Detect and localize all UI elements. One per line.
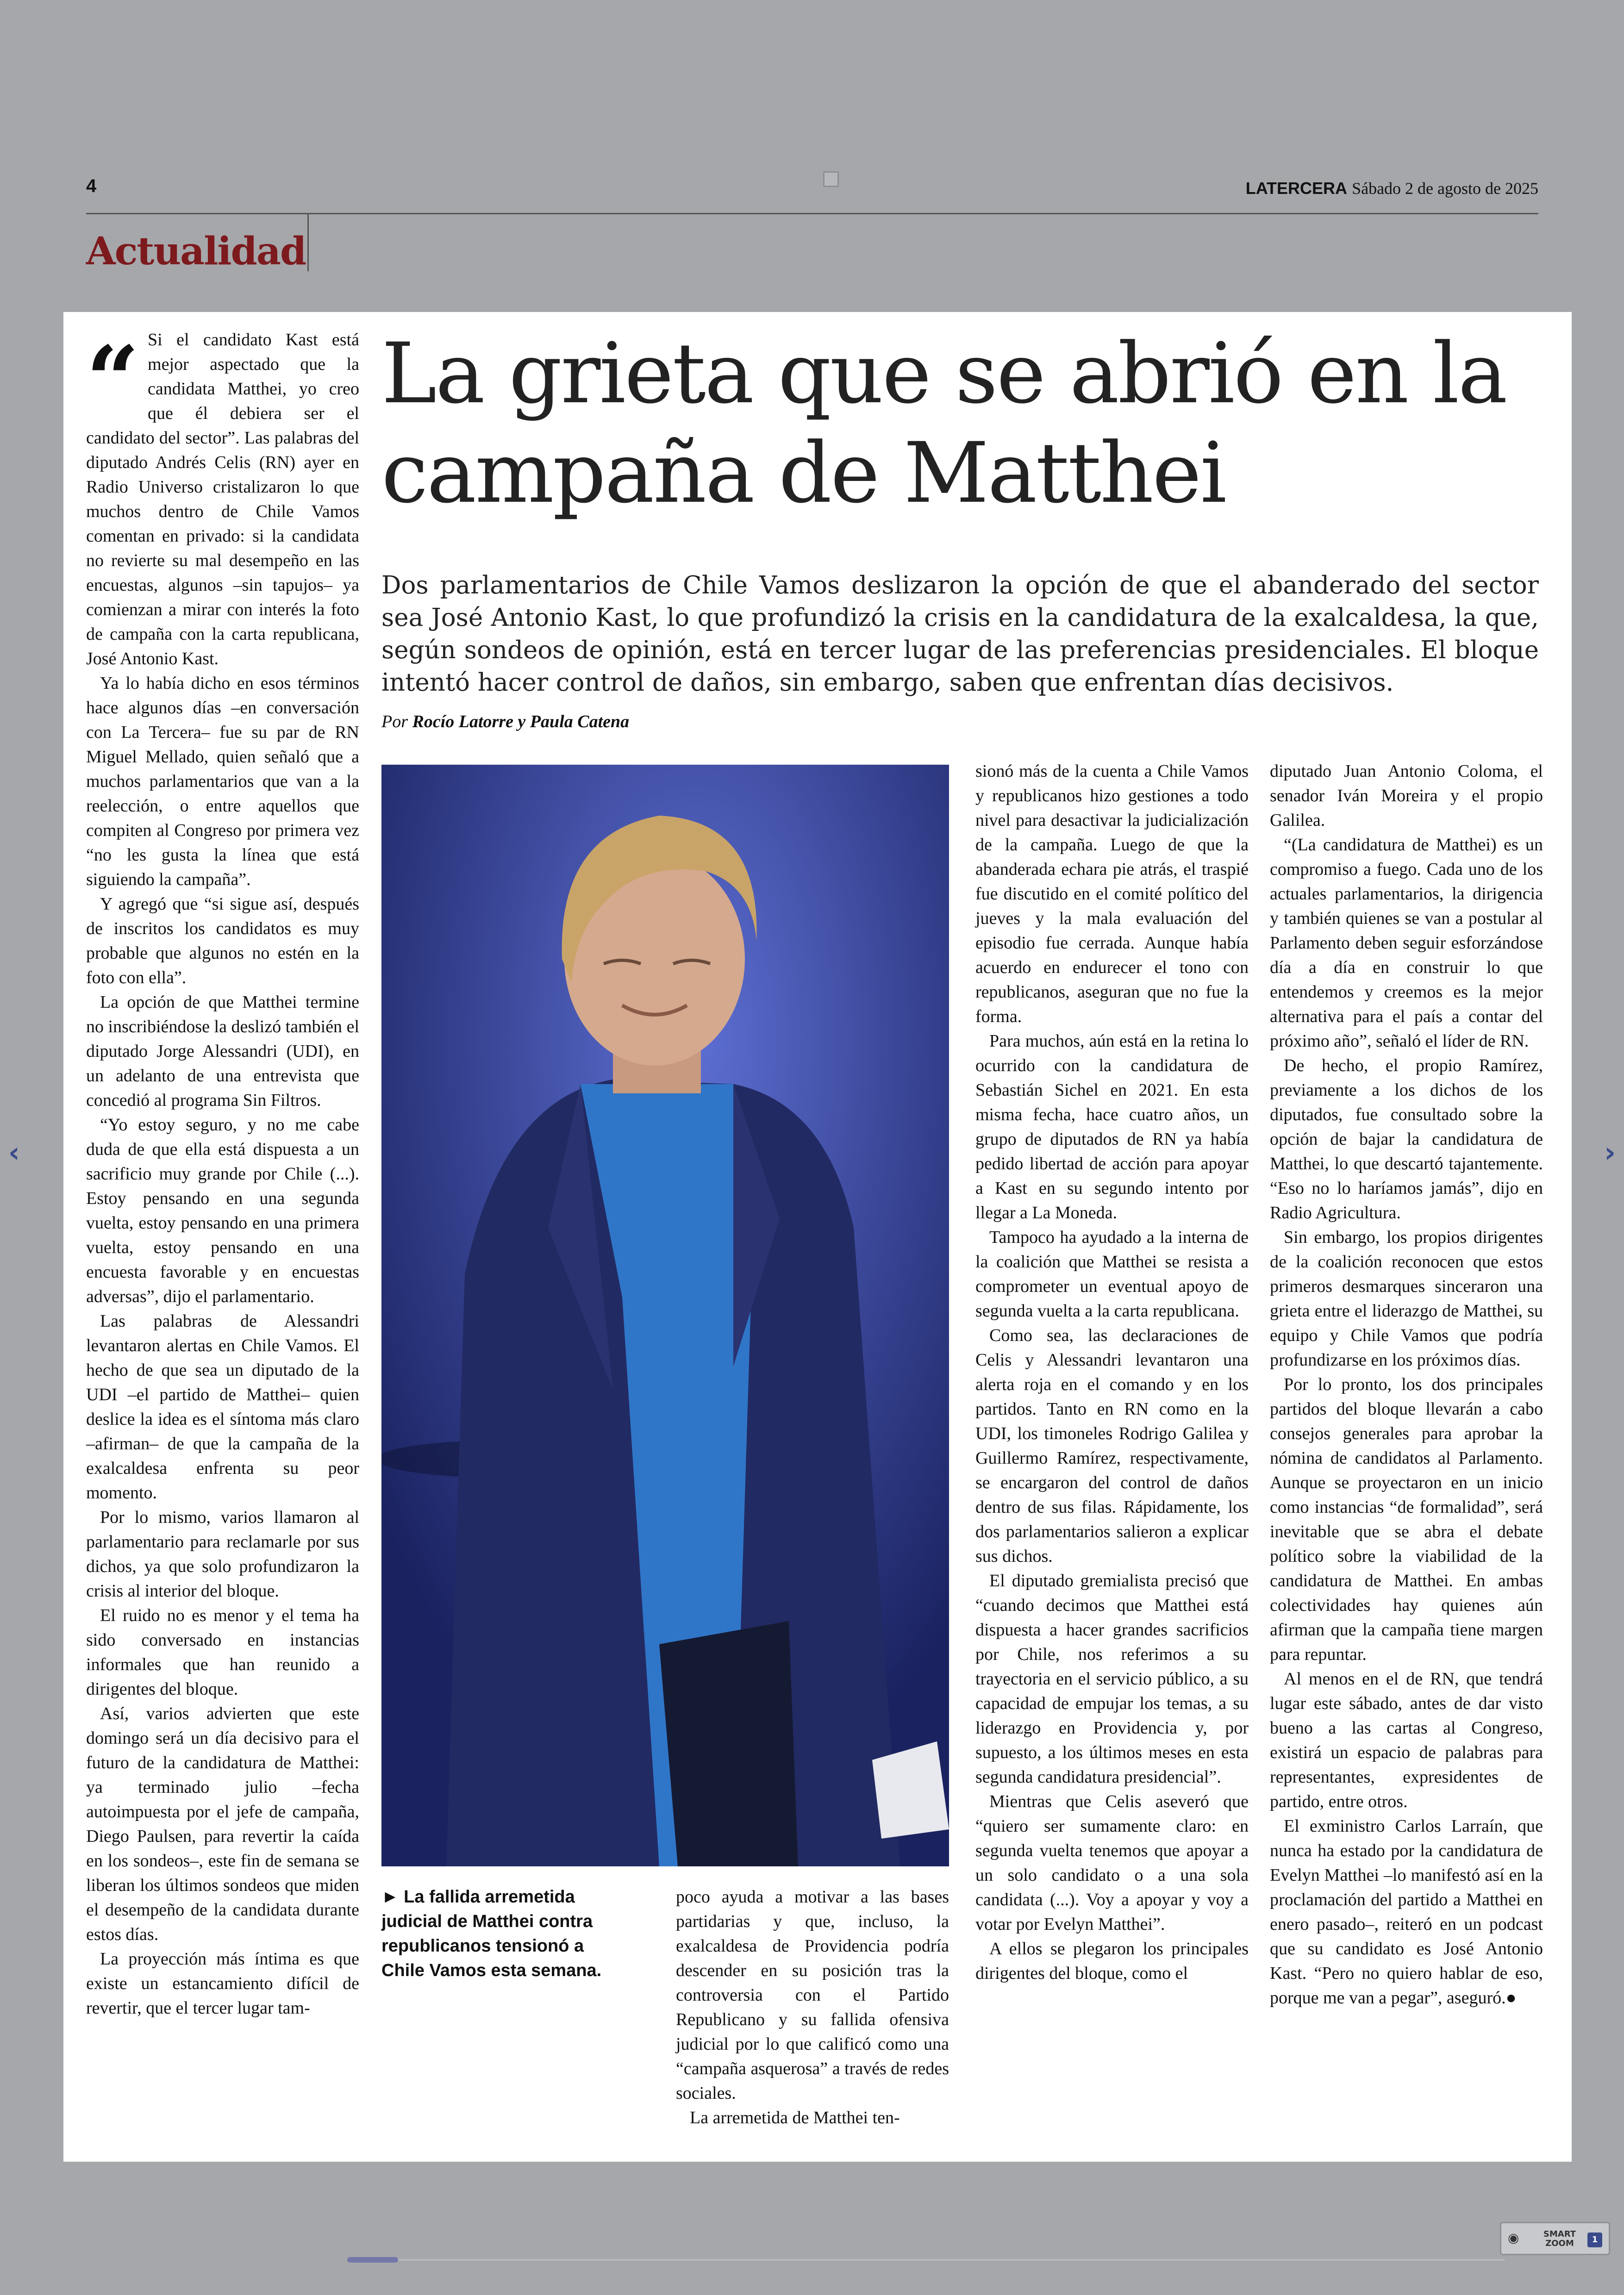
- paragraph: Al menos en el de RN, que tendrá lugar este sábado, antes de dar visto bueno a las cartas al Congreso, existirá un espacio de palabras para representantes, expresidentes de partido, entre otros.: [1270, 1669, 1543, 1811]
- header-rule: [86, 213, 1538, 214]
- paragraph: diputado Juan Antonio Coloma, el senador Iván Moreira y el propio Galilea.: [1270, 761, 1543, 830]
- smart-zoom-key: 1: [1587, 2233, 1602, 2247]
- newspaper-name: LATERCERA: [1245, 179, 1348, 198]
- paragraph: “Yo estoy seguro, y no me cabe duda de que ella está dispuesta a un sacrificio muy grande por Chile (...). Estoy pensando en una segunda vuelta, estoy pensando en una primera vuelta, estoy pensando en una encuesta favorable y en encuestas adversas”, dijo el parlamentario.: [86, 1115, 359, 1306]
- prev-page-icon[interactable]: ‹: [8, 1136, 20, 1169]
- photo-caption: ► La fallida arremetida judicial de Matthei contra republicanos tensionó a Chile Vamos esta semana.: [381, 1887, 602, 1980]
- paragraph: Sin embargo, los propios dirigentes de la coalición reconocen que estos primeros desmarques sinceraron una grieta entre el liderazgo de Matthei, su equipo y Chile Vamos que podría profundizarse en los próximos días.: [1270, 1228, 1543, 1370]
- article-deck: Dos parlamentarios de Chile Vamos deslizaron la opción de que el abanderado del sector sea José Antonio Kast, lo que profundizó la crisis en la candidatura de la exalcaldesa, la que, según sondeos de opinión, está en tercer lugar de las preferencias presidenciales. El bloque intentó hacer control de daños, sin embargo, saben que enfrentan días decisivos.: [381, 571, 1539, 697]
- headline: La grieta que se abrió en la campaña de Matthei: [381, 325, 1506, 522]
- quote-mark: “: [86, 326, 140, 435]
- paragraph: Como sea, las declaraciones de Celis y Alessandri levantaron una alerta roja en el comando y en los partidos. Tanto en RN como en la UDI, los timoneles Rodrigo Galilea y Guillermo Ramírez, respectivamente, se encargaron del control de daños dentro de sus filas. Rápidamente, los dos parlamentarios salieron a explicar sus dichos.: [975, 1326, 1249, 1566]
- paragraph: Mientras que Celis aseveró que “quiero ser sumamente claro: en segunda vuelta tenemos que apoyar a un solo candidato o a una sola candidata (...). Voy a apoyar y voy a votar por Evelyn Matthei”.: [975, 1792, 1249, 1934]
- byline-prefix: Por: [381, 712, 408, 731]
- article-column-2: [676, 1885, 949, 2130]
- paragraph: Si el candidato Kast está mejor aspectado que la candidata Matthei, yo creo que él debiera ser el candidato del sector”. Las palabras del diputado Andrés Celis (RN) ayer en Radio Universo cristalizaron lo que muchos dentro de Chile Vamos comentan en privado: si la candidata no revierte su mal desempeño en las encuestas, algunos –sin tapujos– ya comienzan a mirar con interés la foto de campaña con la carta republicana, José Antonio Kast.: [86, 330, 359, 668]
- paragraph: Ya lo había dicho en esos términos hace algunos días –en conversación con La Tercera– fue su par de RN Miguel Mellado, quien señaló que a muchos parlamentarios que van a la reelección, o entre aquellos que compiten al Congreso por primera vez “no les gusta la línea que está siguiendo la campaña”.: [86, 674, 359, 889]
- issue-date: Sábado 2 de agosto de 2025: [1352, 179, 1538, 198]
- paragraph: La proyección más íntima es que existe un estancamiento difícil de revertir, que el tercer lugar tam-: [86, 1949, 359, 2018]
- paragraph: sionó más de la cuenta a Chile Vamos y republicanos hizo gestiones a todo nivel para desactivar la judicialización de la campaña. Luego de que la abanderada echara pie atrás, el traspié fue discutido en el comité político del jueves y la mala evaluación del episodio fue cerrada. Aunque había acuerdo en endurecer el tono con republicanos, aseguran que no fue la forma.: [975, 761, 1249, 1026]
- paragraph: Las palabras de Alessandri levantaron alertas en Chile Vamos. El hecho de que sea un diputado de la UDI –el partido de Matthei– quien deslice la idea es el síntoma más claro –afirman– de que la campaña de la exalcaldesa enfrenta su peor momento.: [86, 1311, 359, 1503]
- article-column-3: [975, 759, 1249, 1986]
- paragraph: El ruido no es menor y el tema ha sido conversado en instancias informales que han reunido a dirigentes del bloque.: [86, 1606, 359, 1699]
- smart-zoom-label: SMART ZOOM: [1543, 2229, 1576, 2248]
- eye-icon: ◉: [1508, 2230, 1519, 2245]
- paragraph: Para muchos, aún está en la retina lo ocurrido con la candidatura de Sebastián Sichel en 2021. En esta misma fecha, hace cuatro años, un grupo de diputados de RN ya había pedido libertad de acción para apoyar a Kast en su segundo intento por llegar a La Moneda.: [975, 1031, 1249, 1222]
- article-photo: [381, 765, 949, 1866]
- paragraph: Así, varios advierten que este domingo será un día decisivo para el futuro de la candidatura de Matthei: ya terminado julio –fecha autoimpuesta por el jefe de campaña, Diego Paulsen, para revertir la caída en los sondeos–, este fin de semana se liberan los últimos sondeos que miden el desempeño de la candidata durante estos días.: [86, 1704, 359, 1944]
- article-column-1: [86, 328, 359, 2021]
- paragraph: “(La candidatura de Matthei) es un compromiso a fuego. Cada uno de los actuales parlamentarios, la dirigencia y también quienes se van a postular al Parlamento deben seguir esforzándose día a día en construir lo que entendemos y creemos es la mejor alternativa para el país a contar del próximo año”, señaló el líder de RN.: [1270, 835, 1543, 1051]
- byline-authors: Rocío Latorre y Paula Catena: [412, 712, 630, 731]
- section-divider: [307, 214, 309, 271]
- paragraph: Y agregó que “si sigue así, después de inscritos los candidatos es muy probable que algunos no estén en la foto con ella”.: [86, 894, 359, 987]
- next-page-icon[interactable]: ›: [1604, 1136, 1616, 1169]
- paragraph: Tampoco ha ayudado a la interna de la coalición que Matthei se resista a comprometer un eventual apoyo de segunda vuelta a la carta republicana.: [975, 1228, 1249, 1321]
- paragraph: El exministro Carlos Larraín, que nunca ha estado por la candidatura de Evelyn Matthei –lo manifestó así en la proclamación del partido a Matthei en enero pasado–, reiteró en un podcast que su candidato es José Antonio Kast. “Pero no quiero hablar de eso, porque me van a pegar”, aseguró.●: [1270, 1816, 1543, 2008]
- masthead-date: [1246, 179, 1538, 198]
- article-column-4: [1270, 759, 1543, 2010]
- smart-zoom-button[interactable]: [1500, 2222, 1610, 2255]
- paragraph: La arremetida de Matthei ten-: [690, 2108, 900, 2127]
- paragraph: A ellos se plegaron los principales dirigentes del bloque, como el: [975, 1939, 1249, 1983]
- paragraph: De hecho, el propio Ramírez, previamente a los dichos de los diputados, fue consultado sobre la opción de bajar la candidatura de Matthei, lo que descartó tajantemente. “Eso no lo haríamos jamás”, dijo en Radio Agricultura.: [1270, 1056, 1543, 1222]
- paragraph: El diputado gremialista precisó que “cuando decimos que Matthei está dispuesta a hacer grandes sacrificios por Chile, nos referimos a su trayectoria en el servicio público, a su capacidad de empujar los temas, a su liderazgo en Providencia y, por supuesto, a los últimos meses en esta segunda candidatura presidencial”.: [975, 1571, 1249, 1787]
- page-number: 4: [86, 176, 97, 196]
- paragraph: La opción de que Matthei termine no inscribiéndose la deslizó también el diputado Jorge Alessandri (UDI), en un adelanto de una entrevista que concedió al programa Sin Filtros.: [86, 992, 359, 1110]
- scrollbar-thumb[interactable]: [347, 2257, 398, 2263]
- page-thumbnail-icon[interactable]: [823, 171, 839, 187]
- photo-illustration: [381, 765, 949, 1866]
- section-title: Actualidad: [86, 229, 306, 274]
- paragraph: poco ayuda a motivar a las bases partidarias y que, incluso, la exalcaldesa de Providencia podría descender en su posición tras la controversia con el Partido Republicano y su fallida ofensiva judicial por lo que calificó como una “campaña asquerosa” a través de redes sociales.: [676, 1887, 949, 2103]
- page-scrollbar[interactable]: [347, 2259, 1505, 2261]
- paragraph: Por lo pronto, los dos principales partidos del bloque llevarán a cabo consejos generales para aprobar la nómina de candidatos al Parlamento. Aunque se proyectaron en un inicio como instancias “de formalidad”, será inevitable que se abra el debate político sobre la viabilidad de la candidatura de Matthei. En ambas colectividades hay quienes aún afirman que la campaña tiene margen para repuntar.: [1270, 1375, 1543, 1664]
- paragraph: Por lo mismo, varios llamaron al parlamentario para reclamarle por sus dichos, ya que solo profundizaron la crisis al interior del bloque.: [86, 1508, 359, 1601]
- byline: [381, 711, 629, 732]
